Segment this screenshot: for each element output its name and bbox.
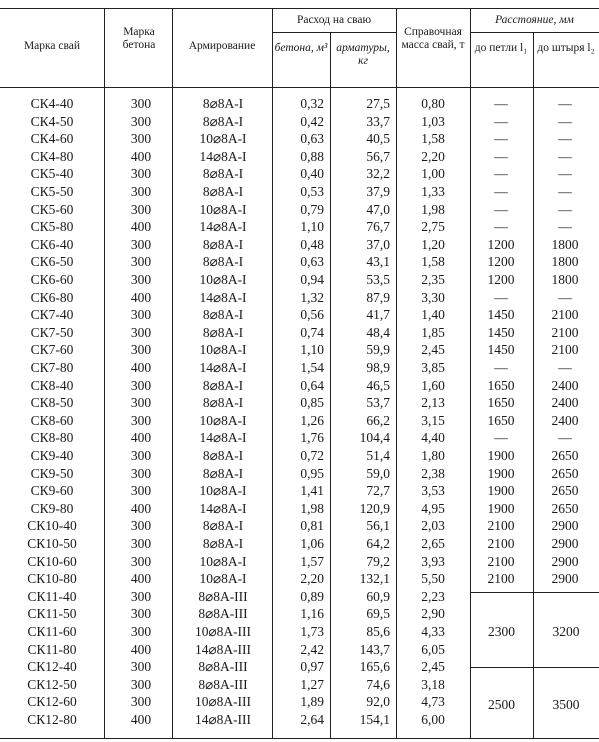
to-loop-cell: — [494, 219, 508, 235]
pile-mark-cell: СК12-80 [27, 712, 77, 727]
to-pin-cell: — [558, 289, 572, 305]
pile-mark-cell: СК12-60 [27, 694, 77, 710]
concrete-volume-cell: 0,48 [300, 236, 324, 252]
reinforcement-cell: 10⌀8А-I [199, 553, 247, 569]
to-loop-cell: 1900 [487, 483, 515, 499]
header-pile-mark: Марка свай [23, 40, 81, 52]
reinforcement-mass-cell: 154,1 [359, 712, 390, 727]
pile-mass-cell: 1,33 [421, 184, 445, 199]
column-rule [104, 8, 105, 738]
to-pin-cell: 2400 [551, 395, 579, 411]
reinforcement-mass-cell: 37,0 [366, 236, 390, 252]
to-pin-cell: 2650 [551, 483, 579, 499]
pile-mass-cell: 3,53 [421, 483, 445, 499]
reinforcement-cell: 10⌀8А-I [199, 201, 247, 217]
pile-mass-cell: 1,85 [421, 324, 445, 340]
reinforcement-cell: 14⌀8А-I [199, 219, 247, 235]
concrete-grade-cell: 300 [130, 96, 152, 111]
pile-mark-cell: СК8-50 [30, 395, 74, 411]
reinforcement-cell: 8⌀8А-III [198, 676, 248, 692]
pile-mass-cell: 2,23 [421, 588, 445, 604]
reinforcement-mass-cell: 104,4 [359, 430, 390, 446]
to-pin-cell: — [558, 360, 572, 375]
pile-mass-cell: 4,95 [421, 500, 445, 516]
pile-mass-cell: 1,00 [421, 166, 445, 182]
to-loop-cell: 1650 [487, 395, 515, 411]
concrete-grade-cell: 300 [130, 518, 152, 534]
reinforcement-mass-cell: 37,9 [366, 184, 390, 199]
to-pin-cell: 2650 [551, 500, 579, 516]
pile-mark-cell: СК5-40 [30, 166, 74, 182]
to-loop-cell: 1900 [487, 500, 515, 516]
group-header-rule [272, 32, 396, 33]
concrete-grade-cell: 300 [130, 624, 152, 639]
pile-mark-cell: СК8-60 [30, 412, 74, 428]
to-loop-cell: 1200 [487, 236, 515, 252]
concrete-grade-cell: 300 [130, 184, 152, 199]
concrete-grade-cell: 300 [130, 483, 152, 499]
pile-mass-cell: 2,03 [421, 518, 445, 534]
reinforcement-mass-cell: 53,5 [366, 272, 390, 287]
pile-mark-cell: СК12-40 [27, 659, 77, 675]
concrete-grade-cell: 300 [130, 166, 152, 182]
reinforcement-cell: 8⌀8А-I [202, 395, 244, 411]
concrete-volume-cell: 0,88 [300, 148, 324, 164]
concrete-volume-cell: 1,16 [300, 606, 324, 622]
column-rule [396, 8, 397, 738]
reinforcement-mass-cell: 60,9 [366, 588, 390, 604]
reinforcement-mass-cell: 46,5 [366, 377, 390, 393]
to-pin-cell: 2100 [551, 342, 579, 358]
to-pin-cell: 2900 [551, 571, 579, 587]
to-pin-cell: 2650 [551, 448, 579, 463]
pile-mass-cell: 1,60 [421, 377, 445, 393]
pile-mark-cell: СК7-50 [30, 324, 74, 340]
concrete-grade-cell: 400 [130, 430, 152, 446]
reinforcement-cell: 8⌀8А-I [202, 236, 244, 252]
pile-mark-cell: СК11-50 [27, 606, 77, 622]
group-header-rule-right [470, 32, 599, 33]
reinforcement-cell: 8⌀8А-I [202, 166, 244, 182]
concrete-grade-cell: 400 [130, 712, 152, 727]
pile-mass-cell: 1,03 [421, 113, 445, 129]
concrete-grade-cell: 300 [130, 131, 152, 147]
concrete-volume-cell: 0,32 [300, 96, 324, 111]
pile-mark-cell: СК11-80 [27, 641, 77, 657]
concrete-volume-cell: 1,10 [300, 219, 324, 235]
reinforcement-mass-cell: 43,1 [366, 254, 390, 270]
reinforcement-cell: 14⌀8А-I [199, 360, 247, 375]
pile-mark-cell: СК8-80 [30, 430, 74, 446]
concrete-grade-cell: 400 [130, 148, 152, 164]
header-to-pin: до штыря l₂ [537, 42, 595, 54]
concrete-volume-cell: 0,79 [300, 201, 324, 217]
to-pin-cell: 1800 [551, 272, 579, 287]
pile-mass-cell: 1,20 [421, 236, 445, 252]
header-concrete-volume-text: бетона, м³ [274, 42, 328, 54]
to-loop-cell: — [494, 289, 508, 305]
reinforcement-mass-cell: 64,2 [366, 536, 390, 551]
reinforcement-mass-cell: 51,4 [366, 448, 390, 463]
pile-mass-cell: 2,90 [421, 606, 445, 622]
concrete-volume-cell: 0,74 [300, 324, 324, 340]
pile-mass-cell: 2,75 [421, 219, 445, 235]
concrete-grade-cell: 400 [130, 219, 152, 235]
pile-mass-cell: 1,40 [421, 307, 445, 323]
header-bottom-rule [0, 87, 599, 88]
pile-mark-cell: СК4-40 [30, 96, 74, 111]
to-loop-cell: — [494, 148, 508, 164]
to-loop-cell: 2100 [487, 553, 515, 569]
pile-mass-cell: 0,80 [421, 96, 445, 111]
concrete-volume-cell: 0,89 [300, 588, 324, 604]
pile-mark-cell: СК10-80 [27, 571, 77, 587]
reinforcement-mass-cell: 69,5 [366, 606, 390, 622]
reinforcement-cell: 8⌀8А-III [198, 588, 248, 604]
to-loop-cell: — [494, 184, 508, 199]
header-consumption-group: Расход на сваю [296, 14, 372, 26]
concrete-volume-cell: 0,85 [300, 395, 324, 411]
reinforcement-mass-cell: 98,9 [366, 360, 390, 375]
pile-mass-cell: 2,20 [421, 148, 445, 164]
pile-mass-cell: 1,58 [421, 131, 445, 147]
reinforcement-mass-cell: 56,1 [366, 518, 390, 534]
table-top-rule [0, 8, 599, 9]
pile-mass-cell: 4,73 [421, 694, 445, 710]
to-loop-cell: — [494, 430, 508, 446]
reinforcement-mass-cell: 165,6 [359, 659, 390, 675]
reinforcement-cell: 10⌀8А-I [199, 131, 247, 147]
merged-cell-rule-middle [470, 667, 599, 668]
concrete-volume-cell: 0,63 [300, 254, 324, 270]
merged-cell-rule-top [470, 592, 599, 593]
reinforcement-cell: 10⌀8А-I [199, 571, 247, 587]
reinforcement-mass-cell: 85,6 [366, 624, 390, 639]
pile-mass-cell: 2,35 [421, 272, 445, 287]
pile-mark-cell: СК8-40 [30, 377, 74, 393]
pile-mark-cell: СК5-50 [30, 184, 74, 199]
reinforcement-mass-cell: 66,2 [366, 412, 390, 428]
pile-mark-cell: СК9-80 [30, 500, 74, 516]
pile-mass-cell: 4,33 [421, 624, 445, 639]
pile-mass-cell: 6,00 [421, 712, 445, 727]
concrete-grade-cell: 300 [130, 342, 152, 358]
concrete-grade-cell: 300 [130, 113, 152, 129]
header-concrete-grade: Марка бетона [122, 26, 156, 51]
pile-mass-cell: 4,40 [421, 430, 445, 446]
pile-mass-cell: 2,13 [421, 395, 445, 411]
to-pin-cell: 2650 [551, 465, 579, 481]
reinforcement-cell: 10⌀8А-I [199, 483, 247, 499]
reinforcement-cell: 8⌀8А-I [202, 536, 244, 551]
concrete-grade-cell: 300 [130, 324, 152, 340]
concrete-volume-cell: 0,97 [300, 659, 324, 675]
to-loop-cell: 1450 [487, 307, 515, 323]
to-loop-cell: 2100 [487, 518, 515, 534]
to-pin-cell: 2400 [551, 412, 579, 428]
reinforcement-cell: 14⌀8А-III [194, 712, 252, 727]
to-loop-cell: — [494, 166, 508, 182]
reinforcement-cell: 14⌀8А-I [199, 430, 247, 446]
concrete-grade-cell: 400 [130, 641, 152, 657]
reinforcement-mass-cell: 48,4 [366, 324, 390, 340]
pile-mark-cell: СК5-60 [30, 201, 74, 217]
merged-sk11-to-loop: 2300 [488, 624, 515, 639]
concrete-grade-cell: 300 [130, 676, 152, 692]
pile-mark-cell: СК7-80 [30, 360, 74, 375]
concrete-volume-cell: 0,53 [300, 184, 324, 199]
concrete-volume-cell: 1,57 [300, 553, 324, 569]
to-pin-cell: 2100 [551, 307, 579, 323]
reinforcement-mass-cell: 40,5 [366, 131, 390, 147]
to-loop-cell: — [494, 113, 508, 129]
to-loop-cell: 1650 [487, 377, 515, 393]
concrete-volume-cell: 0,63 [300, 131, 324, 147]
table-bottom-rule [0, 738, 599, 739]
pile-mark-cell: СК6-50 [30, 254, 74, 270]
reinforcement-cell: 8⌀8А-I [202, 465, 244, 481]
merged-sk11-to-pin: 3200 [552, 624, 580, 639]
to-loop-cell: — [494, 201, 508, 217]
pile-mark-cell: СК6-60 [30, 272, 74, 287]
concrete-grade-cell: 300 [130, 465, 152, 481]
to-loop-cell: 2100 [487, 571, 515, 587]
concrete-volume-cell: 2,42 [300, 641, 324, 657]
concrete-volume-cell: 0,81 [300, 518, 324, 534]
header-reinforcement-mass [332, 42, 394, 68]
pile-mark-cell: СК10-50 [27, 536, 77, 551]
pile-mass-cell: 3,15 [421, 412, 445, 428]
to-loop-cell: — [494, 96, 508, 111]
reinforcement-cell: 10⌀8А-III [194, 624, 252, 639]
concrete-volume-cell: 1,26 [300, 412, 324, 428]
to-pin-cell: — [558, 219, 572, 235]
reinforcement-cell: 8⌀8А-I [202, 518, 244, 534]
concrete-grade-cell: 300 [130, 412, 152, 428]
reinforcement-cell: 8⌀8А-III [198, 659, 248, 675]
concrete-grade-cell: 300 [130, 588, 152, 604]
header-reinforcement-mass-text: арматуры, кг [336, 42, 390, 67]
pile-mark-cell: СК5-80 [30, 219, 74, 235]
concrete-grade-cell: 300 [130, 254, 152, 270]
reinforcement-mass-cell: 41,7 [366, 307, 390, 323]
reinforcement-mass-cell: 120,9 [359, 500, 390, 516]
concrete-volume-cell: 0,40 [300, 166, 324, 182]
reinforcement-cell: 14⌀8А-III [194, 641, 252, 657]
header-reinforcement: Армирование [188, 40, 256, 52]
pile-mass-cell: 3,30 [421, 289, 445, 305]
pile-mass-cell: 2,45 [421, 342, 445, 358]
to-pin-cell: 2900 [551, 553, 579, 569]
header-to-loop: до петли l₁ [474, 42, 528, 54]
to-pin-cell: — [558, 148, 572, 164]
reinforcement-cell: 10⌀8А-I [199, 272, 247, 287]
pile-mark-cell: СК4-60 [30, 131, 74, 147]
reinforcement-cell: 10⌀8А-I [199, 342, 247, 358]
pile-mark-cell: СК6-40 [30, 236, 74, 252]
concrete-volume-cell: 0,72 [300, 448, 324, 463]
pile-mass-cell: 5,50 [421, 571, 445, 587]
concrete-volume-cell: 2,20 [300, 571, 324, 587]
concrete-volume-cell: 1,32 [300, 289, 324, 305]
reinforcement-cell: 8⌀8А-I [202, 184, 244, 199]
pile-mark-cell: СК4-50 [30, 113, 74, 129]
concrete-grade-cell: 300 [130, 606, 152, 622]
merged-sk12-to-pin: 3500 [552, 697, 580, 712]
to-pin-cell: 2900 [551, 518, 579, 534]
concrete-grade-cell: 300 [130, 536, 152, 551]
to-loop-cell: 1650 [487, 412, 515, 428]
reinforcement-cell: 8⌀8А-I [202, 113, 244, 129]
column-rule [172, 8, 173, 738]
concrete-grade-cell: 400 [130, 289, 152, 305]
to-pin-cell: — [558, 166, 572, 182]
reinforcement-mass-cell: 143,7 [359, 641, 390, 657]
to-loop-cell: — [494, 360, 508, 375]
concrete-volume-cell: 1,27 [300, 676, 324, 692]
reinforcement-mass-cell: 33,7 [366, 113, 390, 129]
to-pin-cell: — [558, 201, 572, 217]
concrete-grade-cell: 300 [130, 448, 152, 463]
concrete-volume-cell: 1,10 [300, 342, 324, 358]
concrete-volume-cell: 0,42 [300, 113, 324, 129]
concrete-volume-cell: 1,89 [300, 694, 324, 710]
concrete-grade-cell: 300 [130, 377, 152, 393]
reinforcement-cell: 8⌀8А-I [202, 307, 244, 323]
to-loop-cell: 1450 [487, 342, 515, 358]
reinforcement-cell: 14⌀8А-I [199, 148, 247, 164]
reinforcement-cell: 8⌀8А-I [202, 448, 244, 463]
concrete-grade-cell: 300 [130, 395, 152, 411]
to-pin-cell: — [558, 184, 572, 199]
pile-mass-cell: 3,18 [421, 676, 445, 692]
to-pin-cell: 2900 [551, 536, 579, 551]
to-pin-cell: — [558, 96, 572, 111]
pile-mark-cell: СК6-80 [30, 289, 74, 305]
concrete-volume-cell: 0,64 [300, 377, 324, 393]
header-distance-group [470, 14, 599, 27]
reinforcement-mass-cell: 87,9 [366, 289, 390, 305]
concrete-volume-cell: 0,56 [300, 307, 324, 323]
reinforcement-cell: 10⌀8А-I [199, 412, 247, 428]
reinforcement-mass-cell: 53,7 [366, 395, 390, 411]
to-pin-cell: — [558, 131, 572, 147]
reinforcement-cell: 8⌀8А-I [202, 324, 244, 340]
reinforcement-mass-cell: 47,0 [366, 201, 390, 217]
pile-mass-cell: 6,05 [421, 641, 445, 657]
reinforcement-mass-cell: 76,7 [366, 219, 390, 235]
concrete-volume-cell: 1,06 [300, 536, 324, 551]
reinforcement-cell: 8⌀8А-I [202, 96, 244, 111]
concrete-grade-cell: 300 [130, 659, 152, 675]
concrete-volume-cell: 1,76 [300, 430, 324, 446]
pile-mass-cell: 2,38 [421, 465, 445, 481]
header-distance-group-text: Расстояние, мм [495, 14, 574, 26]
pile-mass-cell: 3,93 [421, 553, 445, 569]
reinforcement-mass-cell: 79,2 [366, 553, 390, 569]
pile-mark-cell: СК7-60 [30, 342, 74, 358]
to-pin-cell: 1800 [551, 236, 579, 252]
pile-mark-cell: СК10-60 [27, 553, 77, 569]
reinforcement-cell: 14⌀8А-I [199, 289, 247, 305]
reinforcement-mass-cell: 59,0 [366, 465, 390, 481]
reinforcement-cell: 8⌀8А-I [202, 254, 244, 270]
pile-mark-cell: СК9-50 [30, 465, 74, 481]
pile-mass-cell: 1,98 [421, 201, 445, 217]
to-pin-cell: 1800 [551, 254, 579, 270]
reinforcement-mass-cell: 92,0 [366, 694, 390, 710]
pile-mark-cell: СК12-50 [27, 676, 77, 692]
pile-mark-cell: СК9-60 [30, 483, 74, 499]
concrete-grade-cell: 300 [130, 236, 152, 252]
concrete-volume-cell: 0,95 [300, 465, 324, 481]
reinforcement-mass-cell: 56,7 [366, 148, 390, 164]
reinforcement-mass-cell: 74,6 [366, 676, 390, 692]
pile-mark-cell: СК11-40 [27, 588, 77, 604]
reinforcement-mass-cell: 27,5 [366, 96, 390, 111]
concrete-volume-cell: 2,64 [300, 712, 324, 727]
pile-mass-cell: 2,45 [421, 659, 445, 675]
pile-mass-cell: 1,80 [421, 448, 445, 463]
reinforcement-cell: 8⌀8А-III [198, 606, 248, 622]
pile-mass-cell: 2,65 [421, 536, 445, 551]
concrete-volume-cell: 1,98 [300, 500, 324, 516]
concrete-grade-cell: 300 [130, 553, 152, 569]
to-loop-cell: 1200 [487, 272, 515, 287]
to-loop-cell: 1200 [487, 254, 515, 270]
reinforcement-mass-cell: 32,2 [366, 166, 390, 182]
reinforcement-mass-cell: 59,9 [366, 342, 390, 358]
reinforcement-mass-cell: 72,7 [366, 483, 390, 499]
to-pin-cell: 2100 [551, 324, 579, 340]
concrete-grade-cell: 300 [130, 307, 152, 323]
header-concrete-volume [274, 42, 328, 55]
pile-mark-cell: СК9-40 [30, 448, 74, 463]
to-loop-cell: 1450 [487, 324, 515, 340]
concrete-grade-cell: 400 [130, 571, 152, 587]
concrete-grade-cell: 300 [130, 201, 152, 217]
reinforcement-mass-cell: 132,1 [359, 571, 390, 587]
concrete-grade-cell: 400 [130, 500, 152, 516]
pile-mark-cell: СК4-80 [30, 148, 74, 164]
concrete-volume-cell: 1,41 [300, 483, 324, 499]
to-loop-cell: 1900 [487, 465, 515, 481]
concrete-grade-cell: 400 [130, 360, 152, 375]
pile-mark-cell: СК10-40 [27, 518, 77, 534]
to-pin-cell: — [558, 430, 572, 446]
pile-mark-cell: СК11-60 [27, 624, 77, 639]
concrete-grade-cell: 300 [130, 272, 152, 287]
to-loop-cell: — [494, 131, 508, 147]
to-pin-cell: — [558, 113, 572, 129]
pile-mass-cell: 3,85 [421, 360, 445, 375]
reinforcement-cell: 14⌀8А-I [199, 500, 247, 516]
to-loop-cell: 2100 [487, 536, 515, 551]
reinforcement-cell: 8⌀8А-I [202, 377, 244, 393]
concrete-volume-cell: 1,54 [300, 360, 324, 375]
reinforcement-cell: 10⌀8А-III [194, 694, 252, 710]
header-pile-mass: Справочная масса свай, т [401, 26, 465, 51]
to-loop-cell: 1900 [487, 448, 515, 463]
pile-mass-cell: 1,58 [421, 254, 445, 270]
merged-sk12-to-loop: 2500 [488, 697, 515, 712]
pile-mark-cell: СК7-40 [30, 307, 74, 323]
concrete-grade-cell: 300 [130, 694, 152, 710]
concrete-volume-cell: 0,94 [300, 272, 324, 287]
to-pin-cell: 2400 [551, 377, 579, 393]
concrete-volume-cell: 1,73 [300, 624, 324, 639]
